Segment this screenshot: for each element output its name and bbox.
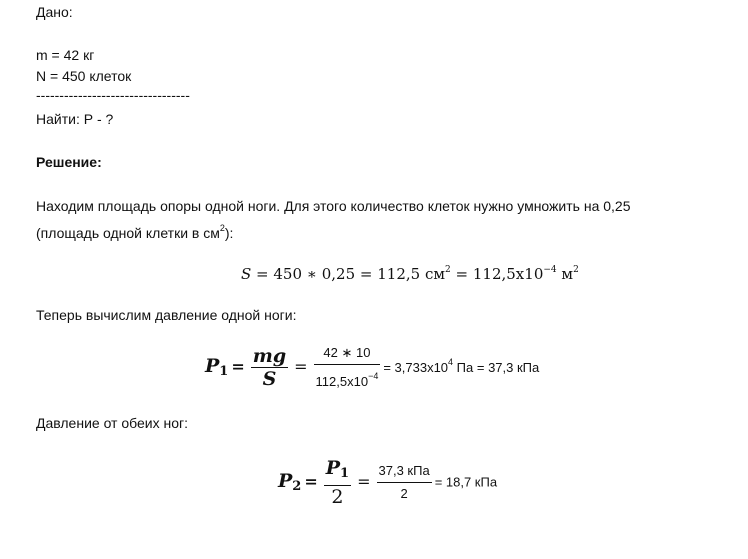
p2-eq2: = <box>357 471 371 491</box>
p2-eq1: = <box>304 471 318 491</box>
p1-eq2: = <box>294 356 308 376</box>
paragraph-pressure-both: Давление от обеих ног: <box>36 415 189 431</box>
p2-result: = 18,7 кПа <box>434 474 498 490</box>
p2-frac2-den: 2 <box>400 486 408 501</box>
separator-line: --------------------------------- <box>36 87 190 103</box>
given-cells: N = 450 клеток <box>36 68 132 84</box>
area-formula-lhs: S <box>241 265 252 283</box>
solution-heading: Решение: <box>36 154 102 170</box>
p1-eq1: = <box>231 356 245 376</box>
paragraph-area-line2-text: (площадь одной клетки в см <box>36 225 220 241</box>
p1-frac2 <box>314 344 381 391</box>
p2-frac1-num: P1 <box>324 459 351 486</box>
p2-frac1 <box>324 459 351 506</box>
p2-formula <box>278 459 497 506</box>
area-formula-sup1: 2 <box>445 265 451 275</box>
area-formula-part2: = 112,5х10 <box>450 265 544 283</box>
area-formula-sup2: −4 <box>543 265 557 275</box>
paragraph-pressure-one: Теперь вычислим давление одной ноги: <box>36 307 297 323</box>
area-formula <box>241 261 579 283</box>
p1-lhs: P1 <box>205 354 229 379</box>
p2-lhs: P2 <box>278 469 302 494</box>
area-formula-part3: м <box>556 265 574 283</box>
p1-frac2-den: $112,5х10^{-4}$ <box>315 371 379 389</box>
p1-result: = $3,733х10^4$ Па = 37,3 кПа <box>383 356 540 375</box>
p1-frac1-den: S <box>262 368 277 390</box>
find-line: Найти: Р - ? <box>36 111 114 127</box>
given-mass: m = 42 кг <box>36 47 95 63</box>
given-heading: Дано: <box>36 4 73 20</box>
p2-frac2-num: 37,3 кПа <box>377 462 432 483</box>
area-formula-part1: = 450 ∗ 0,25 = 112,5 см <box>251 265 446 283</box>
p1-frac2-num: 42 ∗ 10 <box>314 344 381 365</box>
paragraph-area-line2 <box>36 219 233 242</box>
paragraph-area-line2-sup: 2 <box>219 223 225 233</box>
p1-frac1 <box>251 347 288 388</box>
paragraph-area-line1: Находим площадь опоры одной ноги. Для этого количество клеток нужно умножить на 0,25 <box>36 198 631 214</box>
p2-frac1-den: 2 <box>331 486 344 508</box>
p2-frac2 <box>377 462 432 503</box>
p1-frac1-num: mg <box>252 345 287 367</box>
area-formula-sup3: 2 <box>573 265 579 275</box>
p1-formula <box>205 344 539 391</box>
paragraph-area-line2-end: ): <box>224 225 234 241</box>
